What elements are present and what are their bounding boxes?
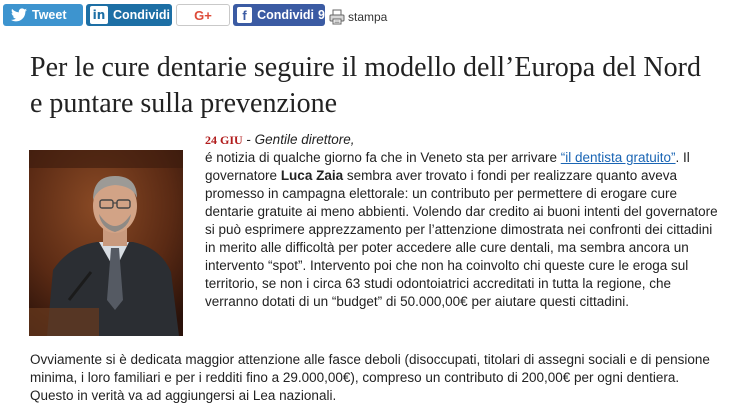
article-body xyxy=(205,131,725,311)
tweet-label: Tweet xyxy=(32,8,67,22)
paragraph-text: . Il governatore xyxy=(205,150,690,183)
article-title: Per le cure dentarie seguire il modello dell’Europa del Nord e puntare sulla prevenzione xyxy=(30,52,701,119)
facebook-share-button[interactable] xyxy=(233,4,325,26)
article-lead-line xyxy=(205,131,725,149)
tweet-button[interactable] xyxy=(3,4,83,26)
google-plus-label: G+ xyxy=(194,7,212,23)
paragraph-text: é notizia di qualche giorno fa che in Veneto sta per arrivare xyxy=(205,150,561,165)
linkedin-share-label: Condividi xyxy=(113,8,170,22)
print-button[interactable] xyxy=(329,6,399,28)
linkedin-icon: in xyxy=(90,6,108,24)
article-salutation: Gentile direttore, xyxy=(254,132,355,147)
twitter-bird-icon xyxy=(11,8,27,22)
article-date: 24 GIU xyxy=(205,133,243,147)
dentista-gratuito-link[interactable]: “il dentista gratuito” xyxy=(560,150,676,165)
facebook-share-label: Condividi xyxy=(257,8,315,22)
paragraph-text: sembra aver trovato i fondi per realizzare quanto aveva promesso in campagna elettorale: un contributo per permettere di erogare cure dentarie gratuite ai meno abbienti. Volendo dar credito ai buoni intenti del governatore si può esprimere apprezzamento per l’attenzione dimostrata nei confronti dei cittadini in merito alle difficoltà per poter accedere alle cure dentali, ma sembra ancora un intervento “spot”. Intervento poi che non ha coinvolto chi queste cure le eroga sul territorio, se non i circa 63 studi odontoiatrici accreditati in tutta la regione, che verranno dotati di un “budget” di 50.000,00€ per aiutare questi cittadini. xyxy=(205,168,718,309)
linkedin-share-button[interactable] xyxy=(86,4,172,26)
printer-icon xyxy=(329,9,345,25)
facebook-icon: f xyxy=(237,7,252,23)
print-label: stampa xyxy=(348,10,388,24)
person-name: Luca Zaia xyxy=(280,168,344,183)
google-plus-button[interactable] xyxy=(176,4,230,26)
article-paragraph xyxy=(205,149,725,311)
facebook-share-count: 9 xyxy=(318,8,325,22)
article-paragraph-2: Ovviamente si è dedicata maggior attenzione alle fasce deboli (disoccupati, titolari di assegni sociali e di pensione minima, i loro familiari e per i redditi fino a 29.000,00€), compreso un contributo di 200,00€ per ogni dentiera. Questo in verità va ad aggiungersi ai Lea nazionali. xyxy=(30,352,710,403)
author-photo xyxy=(29,150,183,336)
date-separator: - xyxy=(242,132,255,147)
